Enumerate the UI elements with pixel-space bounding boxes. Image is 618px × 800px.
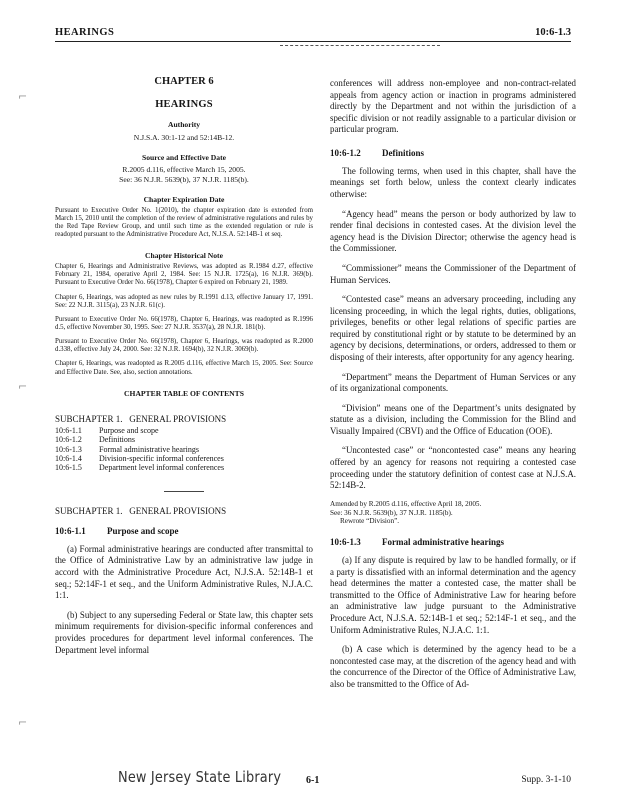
continuation-paragraph: conferences will address non-employee and non-contract-related appeals from agency action or inaction in programs administered directly by the Department and not within the jurisdiction of a specific division or not readily assignable to a particular division or particular program.	[330, 78, 576, 135]
section-heading	[330, 537, 576, 547]
paragraph-a: (a) If any dispute is required by law to be handled formally, or if a party is dissatisfied with an informal determination and the agency head determines the matter a contested case, the matter shall be transmitted to the Office of Administrative Law for hearing before an administrative law judge pursuant to the Administrative Procedure Act, N.J.S.A. 52:14B-1 et seq.; 52:14F-1 et seq., and the Uniform Administrative Rules, N.J.A.C. 1:1.	[330, 555, 576, 635]
toc-entry-number: 10:6-1.3	[55, 444, 82, 454]
chapter-number: CHAPTER 6	[154, 76, 214, 87]
definition-item: “Department” means the Department of Human Services or any of its organizational components.	[330, 371, 576, 394]
paragraph-b: (b) Subject to any superseding Federal or State law, this chapter sets minimum requirements for division-specific informal conferences and provides procedures for department level informal conferences. The Department level informal	[55, 609, 313, 655]
historical-note: Chapter 6, Hearings, was adopted as new rules by R.1991 d.13, effective January 17, 1991. See: 22 N.J.R. 3115(a), 23 N.J.R. 61(c).	[55, 293, 313, 309]
definition-item: “Division” means one of the Department’s units designated by statute as a division, including the Commission for the Blind and Visually Impaired (CBVI) and the Office of Education (OOE).	[330, 402, 576, 436]
definitions-intro: The following terms, when used in this chapter, shall have the meanings set forth below, unless the context clearly indicates otherwise:	[330, 165, 576, 200]
toc-entry-title: Department level informal conferences	[99, 463, 225, 473]
toc-entry-title: Division-specific informal conferences	[99, 454, 224, 463]
expiration-text: Pursuant to Executive Order No. 1(2010), the chapter expiration date is extended from March 15, 2010 until the completion of the review of administrative regulations and rules by the Red Tape Review Group, and until such time as the extended regulation or rule is readopted pursuant to the Administrative Procedure Act, N.J.S.A. 52:14B-1 et seq.	[55, 206, 313, 238]
definition-item: “Commissioner” means the Commissioner of the Department of Human Services.	[330, 262, 576, 285]
toc-list	[55, 426, 313, 473]
right-column	[330, 78, 576, 690]
toc-entry-number: 10:6-1.1	[55, 425, 82, 435]
paragraph-a: (a) Formal administrative hearings are conducted after transmittal to the Office of Administrative Law by an administrative law judge in accord with the Administrative Procedure Act, N.J.S.A. 52:14B-1 et seq.; 52:14F-1 et seq., and the Uniform Administrative Rules, N.J.A.C. 1:1.	[55, 543, 313, 601]
authority-text: N.J.S.A. 30:1-12 and 52:14B-12.	[133, 133, 235, 142]
margin-tick-mark: ⌐	[18, 90, 28, 103]
toc-entry[interactable]	[55, 454, 313, 463]
section-title: Definitions	[382, 147, 425, 158]
toc-entry-title: Purpose and scope	[99, 425, 159, 435]
margin-tick-mark: ⌐	[18, 716, 28, 729]
toc-entry-number: 10:6-1.2	[55, 435, 82, 445]
historical-note: Pursuant to Executive Order No. 66(1978), Chapter 6, Hearings, was readopted as R.2000 d.338, effective July 24, 2000. See: 32 N.J.R. 1694(b), 32 N.J.R. 3069(b).	[55, 338, 313, 354]
historical-note-heading: Chapter Historical Note	[145, 251, 223, 261]
source-text	[55, 165, 313, 185]
historical-note: Pursuant to Executive Order No. 66(1978), Chapter 6, Hearings, was readopted as R.1996 d.5, effective November 30, 1995. See: 27 N.J.R. 3537(a), 28 N.J.R. 181(b).	[55, 315, 313, 331]
section-title: Purpose and scope	[107, 525, 179, 536]
page-header-label: HEARINGS	[55, 27, 115, 38]
definition-item: “Agency head” means the person or body authorized by law to render final decisions in contested cases. At the division level the agency head is the Division Director; otherwise the agency head is the Commissioner.	[330, 208, 576, 254]
section-heading	[55, 526, 313, 536]
section-number: 10:6-1.2	[330, 147, 361, 158]
supplement-date: Supp. 3-1-10	[521, 775, 571, 785]
page-number: 6-1	[306, 775, 320, 786]
authority-heading: Authority	[167, 120, 201, 129]
chapter-title: HEARINGS	[155, 99, 213, 110]
paragraph-b: (b) A case which is determined by the agency head to be a noncontested case may, at the discretion of the agency head and with the concurrence of the Director of the Office of Administrative Law, also be transmitted to the Office of Ad-	[330, 644, 576, 689]
amendment-line-1: Amended by R.2005 d.116, effective April 18, 2005.	[330, 499, 482, 508]
section-number: 10:6-1.3	[330, 537, 361, 548]
amendment-line-3: Rewrote “Division”.	[340, 517, 400, 526]
subchapter-heading: SUBCHAPTER 1. GENERAL PROVISIONS	[55, 505, 227, 516]
section-divider	[164, 491, 204, 492]
toc-entry-number: 10:6-1.4	[55, 454, 82, 463]
toc-entry-title: Formal administrative hearings	[99, 444, 199, 454]
section-number: 10:6-1.1	[55, 525, 86, 536]
toc-entry-number: 10:6-1.5	[55, 463, 82, 473]
header-dashed-rule	[280, 45, 440, 46]
amendment-line-2: See: 36 N.J.R. 5639(b), 37 N.J.R. 1185(b).	[330, 508, 453, 517]
source-line-1: R.2005 d.116, effective March 15, 2005.	[122, 164, 246, 174]
expiration-heading: Chapter Expiration Date	[143, 194, 225, 204]
definition-item: “Contested case” means an adversary proceeding, including any licensing proceeding, in which the legal rights, duties, obligations, privileges, benefits or other legal relations of specific parties are required by constitutional right or by statute to be determined by an agency by decisions, determinations, or orders, addressed to them or disposing of their interests, after opportunity for any agency hearing.	[330, 294, 576, 362]
margin-tick-mark: ⌐	[18, 380, 28, 393]
left-column	[55, 76, 313, 656]
section-title: Formal administrative hearings	[382, 537, 504, 548]
toc-entry[interactable]	[55, 435, 313, 444]
source-heading: Source and Effective Date	[141, 152, 226, 162]
toc-entry[interactable]	[55, 426, 313, 435]
toc-subchapter: SUBCHAPTER 1. GENERAL PROVISIONS	[55, 413, 227, 424]
historical-note: Chapter 6, Hearings and Administrative Reviews, was adopted as R.1984 d.27, effective February 21, 1984, operative April 2, 1984. See: 15 N.J.R. 1725(a), 16 N.J.R. 369(b). Pursuant to Executive Order No. 66(1978), Chapter 6 expired on February 21, 1989.	[55, 263, 313, 287]
page-header-section: 10:6-1.3	[535, 27, 571, 38]
toc-entry-title: Definitions	[99, 435, 135, 445]
historical-note: Chapter 6, Hearings, was readopted as R.2005 d.116, effective March 15, 2005. See: Source and Effective Date. See, also, section annotations.	[55, 360, 313, 376]
toc-heading: CHAPTER TABLE OF CONTENTS	[124, 388, 244, 398]
header-rule	[55, 41, 571, 42]
toc-entry[interactable]	[55, 445, 313, 454]
section-heading	[330, 148, 576, 158]
source-line-2: See: 36 N.J.R. 5639(b), 37 N.J.R. 1185(b).	[119, 174, 249, 184]
library-stamp: New Jersey State Library	[118, 768, 282, 786]
amendment-note	[330, 500, 576, 526]
toc-entry[interactable]	[55, 463, 313, 472]
definition-item: “Uncontested case” or “noncontested case” means any hearing offered by an agency for reasons not requiring a contested case proceeding under the statutory definition of contest case at N.J.S.A. 52:14B-2.	[330, 445, 576, 491]
